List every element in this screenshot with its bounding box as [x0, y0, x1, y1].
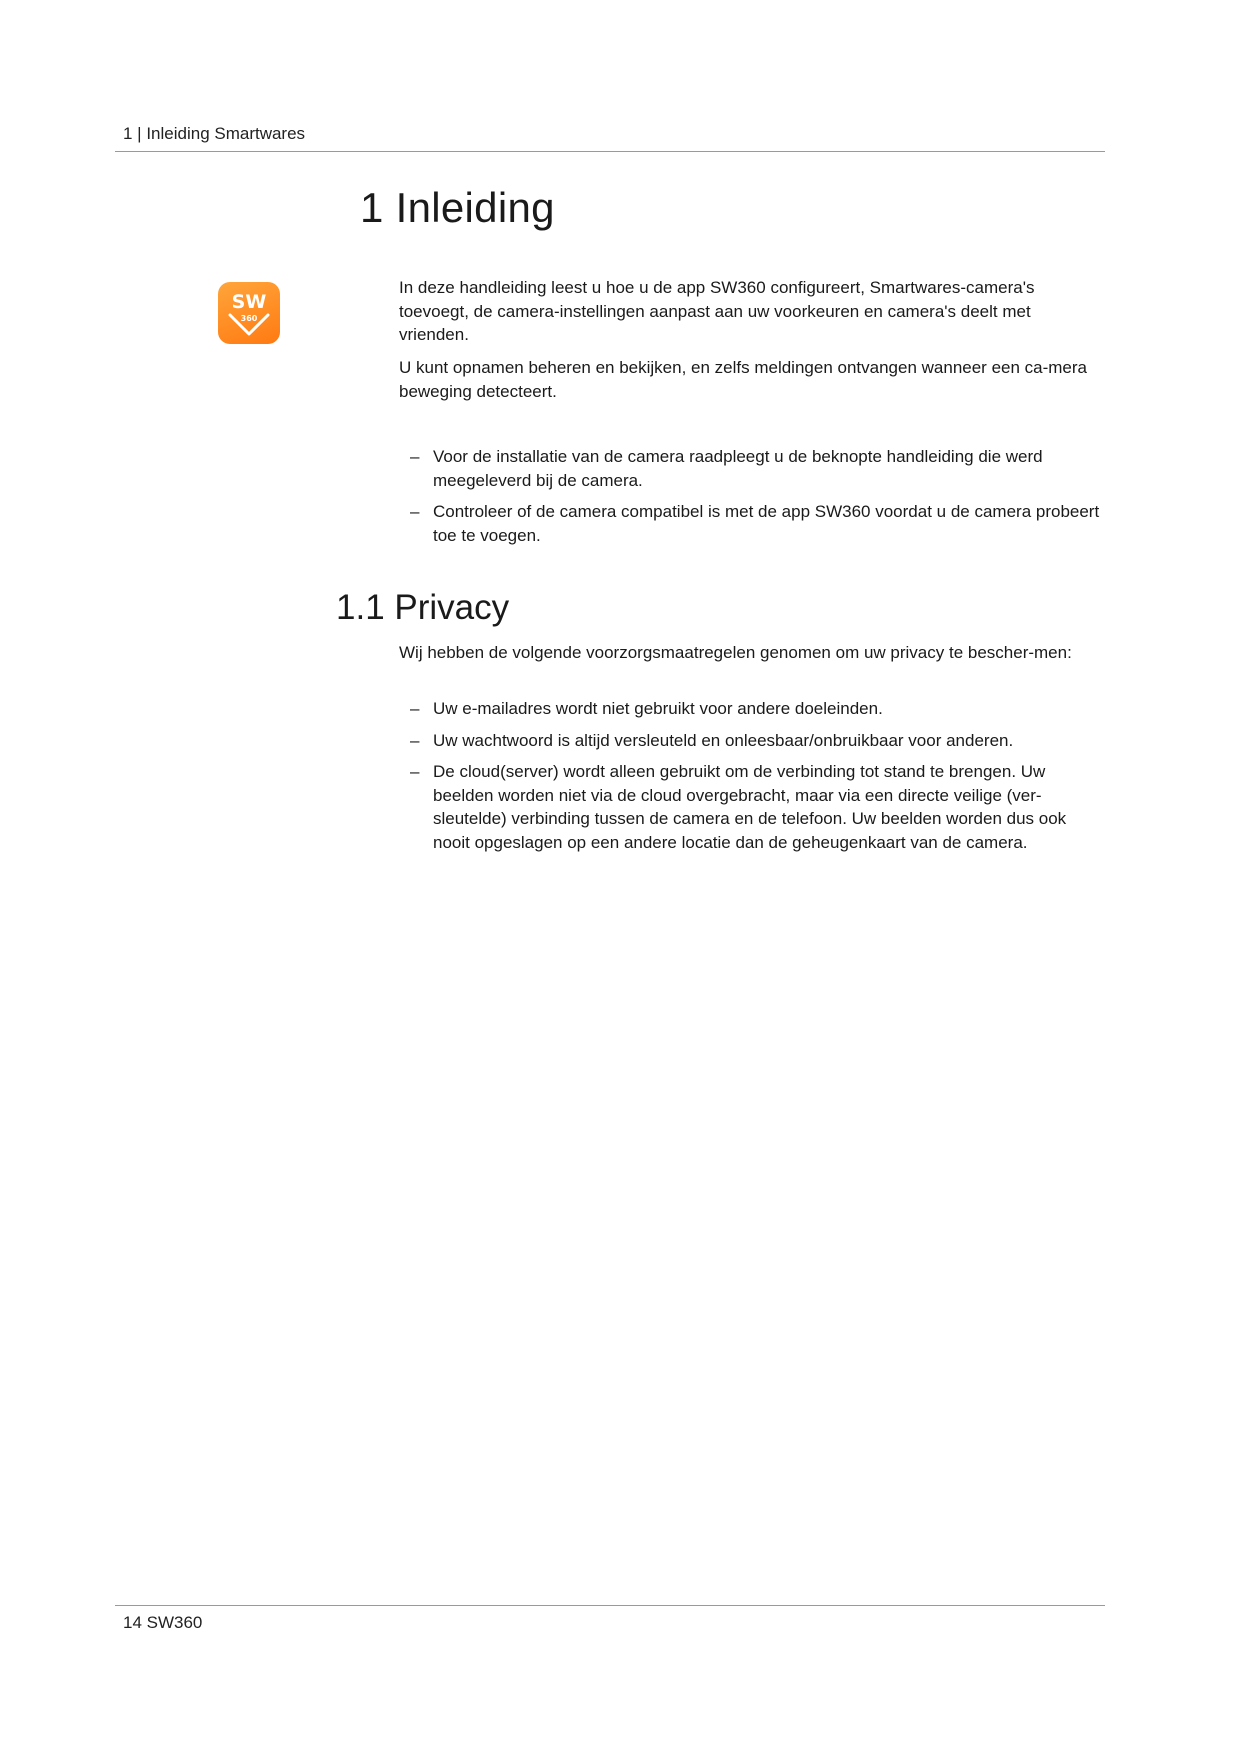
sw360-app-logo-icon	[218, 282, 280, 344]
intro-paragraph-2: U kunt opnamen beheren en bekijken, en zelfs meldingen ontvangen wanneer een ca-mera beweging detecteert.	[399, 358, 1088, 401]
list-item: – Uw wachtwoord is altijd versleuteld en onleesbaar/onbruikbaar voor anderen.	[410, 729, 1100, 753]
logo-text-sw: SW	[231, 291, 267, 313]
list-dash: –	[410, 699, 420, 718]
logo-text-360: 360	[240, 314, 258, 323]
header-divider	[115, 151, 1105, 152]
chapter-title: 1 Inleiding	[360, 184, 555, 231]
running-header: 1 | Inleiding Smartwares	[123, 124, 306, 143]
privacy-intro-paragraph: Wij hebben de volgende voorzorgsmaatregelen genomen om uw privacy te bescher-men:	[399, 643, 1072, 662]
list-item: – Controleer of de camera compatibel is met de app SW360 voordat u de camera probeert toe te voegen.	[410, 502, 1100, 545]
list-item: – Uw e-mailadres wordt niet gebruikt voor andere doeleinden.	[410, 697, 1100, 721]
privacy-measures-list	[410, 697, 1100, 854]
list-dash: –	[410, 730, 420, 750]
intro-notes-list	[410, 445, 1100, 547]
list-item: – Voor de installatie van de camera raadpleegt u de beknopte handleiding die werd meegeleverd bij de camera.	[410, 447, 1043, 490]
intro-paragraph-1: In deze handleiding leest u hoe u de app SW360 configureert, Smartwares-camera's toevoegt, de camera-instellingen aanpast aan uw voorkeuren en camera's deelt met vrienden.	[399, 278, 1035, 344]
list-dash: –	[410, 447, 420, 466]
page-footer: 14 SW360	[123, 1613, 203, 1632]
footer-divider	[115, 1605, 1105, 1606]
list-dash: –	[410, 762, 420, 781]
list-dash: –	[410, 502, 420, 521]
privacy-section-title: 1.1 Privacy	[336, 588, 510, 627]
list-item: – De cloud(server) wordt alleen gebruikt om de verbinding tot stand te brengen. Uw beelden worden niet via de cloud overgebracht, maar via een directe veilige (ver-sleutelde) verbinding tussen de camera en de telefoon. Uw beelden worden dus ook nooit opgeslagen op een andere locatie dan de geheugenkaart van de camera.	[410, 762, 1067, 852]
